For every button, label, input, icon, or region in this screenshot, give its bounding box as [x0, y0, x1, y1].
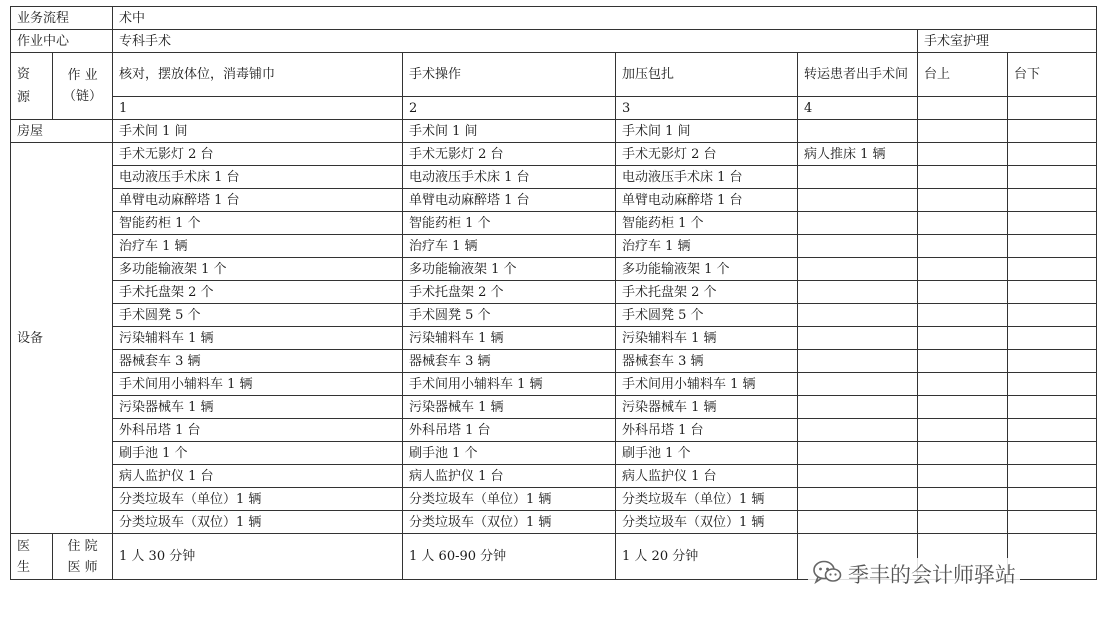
- equipment-step-2: 智能药柜 1 个: [403, 212, 616, 235]
- equipment-section: [11, 143, 1097, 534]
- empty-cell: [918, 258, 1008, 281]
- equipment-step-3: 刷手池 1 个: [616, 442, 798, 465]
- empty-cell: [1008, 304, 1097, 327]
- equipment-step-4: [798, 511, 918, 534]
- work-chain-bottom: （链）: [63, 89, 103, 104]
- equipment-step-3: 智能药柜 1 个: [616, 212, 798, 235]
- equipment-step-4: [798, 488, 918, 511]
- equipment-step-2: 分类垃圾车（单位）1 辆: [403, 488, 616, 511]
- table-on-header: 台上: [918, 53, 1008, 97]
- resource-char-1: 资: [17, 67, 31, 82]
- equipment-step-3: 手术无影灯 2 台: [616, 143, 798, 166]
- equipment-step-4: [798, 235, 918, 258]
- empty-cell: [1008, 281, 1097, 304]
- empty-cell: [918, 304, 1008, 327]
- equipment-step-2: 分类垃圾车（双位）1 辆: [403, 511, 616, 534]
- equipment-step-4: [798, 212, 918, 235]
- equipment-step-4: 病人推床 1 辆: [798, 143, 918, 166]
- equipment-row: [11, 465, 1097, 488]
- step-4-num: 4: [798, 97, 918, 120]
- empty-cell: [918, 97, 1008, 120]
- empty-cell: [918, 442, 1008, 465]
- step-3-label: 加压包扎: [616, 53, 798, 97]
- empty-cell: [1008, 166, 1097, 189]
- equipment-step-2: 外科吊塔 1 台: [403, 419, 616, 442]
- equipment-row: [11, 235, 1097, 258]
- equipment-step-4: [798, 442, 918, 465]
- equipment-step-4: [798, 327, 918, 350]
- equipment-row: [11, 143, 1097, 166]
- step-1-num: 1: [113, 97, 403, 120]
- center-row: [11, 30, 1097, 53]
- equipment-step-4: [798, 419, 918, 442]
- equipment-step-3: 治疗车 1 辆: [616, 235, 798, 258]
- equipment-step-3: 电动液压手术床 1 台: [616, 166, 798, 189]
- step-1-label: 核对，摆放体位，消毒铺巾: [113, 53, 403, 97]
- equipment-step-4: [798, 258, 918, 281]
- empty-cell: [1008, 511, 1097, 534]
- equipment-step-3: 手术托盘架 2 个: [616, 281, 798, 304]
- equipment-step-1: 分类垃圾车（单位）1 辆: [113, 488, 403, 511]
- equipment-step-4: [798, 396, 918, 419]
- empty-cell: [1008, 465, 1097, 488]
- nursing-value: 手术室护理: [918, 30, 1097, 53]
- equipment-step-3: 外科吊塔 1 台: [616, 419, 798, 442]
- equipment-step-2: 污染辅料车 1 辆: [403, 327, 616, 350]
- equipment-step-2: 电动液压手术床 1 台: [403, 166, 616, 189]
- empty-cell: [918, 281, 1008, 304]
- equipment-step-1: 手术圆凳 5 个: [113, 304, 403, 327]
- doctor-step-2: 1 人 60-90 分钟: [403, 534, 616, 580]
- equipment-step-2: 单臂电动麻醉塔 1 台: [403, 189, 616, 212]
- empty-cell: [918, 189, 1008, 212]
- empty-cell: [1008, 350, 1097, 373]
- equipment-row: [11, 281, 1097, 304]
- step-number-row: [11, 97, 1097, 120]
- empty-cell: [798, 120, 918, 143]
- empty-cell: [918, 488, 1008, 511]
- empty-cell: [918, 419, 1008, 442]
- empty-cell: [918, 212, 1008, 235]
- equipment-step-1: 分类垃圾车（双位）1 辆: [113, 511, 403, 534]
- equipment-step-4: [798, 189, 918, 212]
- housing-step-3: 手术间 1 间: [616, 120, 798, 143]
- equipment-row: [11, 166, 1097, 189]
- equipment-step-3: 多功能输液架 1 个: [616, 258, 798, 281]
- watermark: [808, 558, 1020, 590]
- doctor-char-1: 医: [17, 538, 31, 554]
- resident-top: 住 院: [67, 538, 98, 554]
- doctor-label: [11, 534, 53, 580]
- equipment-row: [11, 511, 1097, 534]
- empty-cell: [1008, 258, 1097, 281]
- equipment-step-3: 病人监护仪 1 台: [616, 465, 798, 488]
- empty-cell: [918, 511, 1008, 534]
- empty-cell: [918, 327, 1008, 350]
- equipment-step-2: 病人监护仪 1 台: [403, 465, 616, 488]
- equipment-step-1: 刷手池 1 个: [113, 442, 403, 465]
- resource-header: [11, 53, 53, 120]
- equipment-row: [11, 304, 1097, 327]
- step-4-label: 转运患者出手术间: [798, 53, 918, 97]
- equipment-step-2: 治疗车 1 辆: [403, 235, 616, 258]
- work-chain-header: [53, 53, 113, 120]
- equipment-step-4: [798, 465, 918, 488]
- equipment-step-1: 器械套车 3 辆: [113, 350, 403, 373]
- equipment-step-1: 智能药柜 1 个: [113, 212, 403, 235]
- equipment-step-4: [798, 166, 918, 189]
- wechat-icon: [812, 559, 842, 589]
- empty-cell: [1008, 235, 1097, 258]
- equipment-step-3: 污染辅料车 1 辆: [616, 327, 798, 350]
- empty-cell: [1008, 373, 1097, 396]
- process-value: 术中: [113, 7, 1097, 30]
- equipment-row: [11, 327, 1097, 350]
- empty-cell: [1008, 488, 1097, 511]
- equipment-step-1: 外科吊塔 1 台: [113, 419, 403, 442]
- resident-label: [53, 534, 113, 580]
- equipment-row: [11, 396, 1097, 419]
- equipment-step-4: [798, 350, 918, 373]
- empty-cell: [918, 350, 1008, 373]
- empty-cell: [918, 396, 1008, 419]
- equipment-step-3: 单臂电动麻醉塔 1 台: [616, 189, 798, 212]
- equipment-label: 设备: [11, 143, 113, 534]
- watermark-text: 季丰的会计师驿站: [848, 563, 1016, 587]
- equipment-row: [11, 419, 1097, 442]
- equipment-row: [11, 212, 1097, 235]
- equipment-step-3: 手术间用小辅料车 1 辆: [616, 373, 798, 396]
- equipment-step-2: 手术间用小辅料车 1 辆: [403, 373, 616, 396]
- empty-cell: [918, 143, 1008, 166]
- process-resource-table: [10, 6, 1097, 580]
- housing-step-2: 手术间 1 间: [403, 120, 616, 143]
- equipment-step-1: 单臂电动麻醉塔 1 台: [113, 189, 403, 212]
- housing-label: 房屋: [11, 120, 113, 143]
- equipment-step-2: 手术托盘架 2 个: [403, 281, 616, 304]
- empty-cell: [1008, 97, 1097, 120]
- empty-cell: [1008, 327, 1097, 350]
- equipment-step-1: 手术托盘架 2 个: [113, 281, 403, 304]
- housing-step-1: 手术间 1 间: [113, 120, 403, 143]
- empty-cell: [1008, 212, 1097, 235]
- equipment-step-1: 污染器械车 1 辆: [113, 396, 403, 419]
- empty-cell: [1008, 534, 1097, 580]
- equipment-step-1: 电动液压手术床 1 台: [113, 166, 403, 189]
- work-chain-top: 作 业: [67, 68, 98, 83]
- empty-cell: [918, 235, 1008, 258]
- equipment-step-2: 污染器械车 1 辆: [403, 396, 616, 419]
- equipment-step-1: 手术无影灯 2 台: [113, 143, 403, 166]
- equipment-step-3: 污染器械车 1 辆: [616, 396, 798, 419]
- equipment-row: [11, 442, 1097, 465]
- equipment-row: [11, 258, 1097, 281]
- doctor-step-3: 1 人 20 分钟: [616, 534, 798, 580]
- doctor-step-1: 1 人 30 分钟: [113, 534, 403, 580]
- equipment-step-3: 手术圆凳 5 个: [616, 304, 798, 327]
- resource-char-2: 源: [17, 90, 31, 105]
- empty-cell: [918, 166, 1008, 189]
- equipment-step-1: 病人监护仪 1 台: [113, 465, 403, 488]
- equipment-step-1: 治疗车 1 辆: [113, 235, 403, 258]
- empty-cell: [1008, 419, 1097, 442]
- empty-cell: [1008, 396, 1097, 419]
- empty-cell: [1008, 143, 1097, 166]
- process-label: 业务流程: [11, 7, 113, 30]
- equipment-step-4: [798, 304, 918, 327]
- center-value: 专科手术: [113, 30, 918, 53]
- equipment-step-3: 分类垃圾车（双位）1 辆: [616, 511, 798, 534]
- equipment-row: [11, 189, 1097, 212]
- step-2-label: 手术操作: [403, 53, 616, 97]
- center-label: 作业中心: [11, 30, 113, 53]
- equipment-step-1: 手术间用小辅料车 1 辆: [113, 373, 403, 396]
- process-row: [11, 7, 1097, 30]
- step-3-num: 3: [616, 97, 798, 120]
- housing-row: [11, 120, 1097, 143]
- equipment-row: [11, 373, 1097, 396]
- equipment-step-3: 分类垃圾车（单位）1 辆: [616, 488, 798, 511]
- equipment-step-2: 手术无影灯 2 台: [403, 143, 616, 166]
- table-off-header: 台下: [1008, 53, 1097, 97]
- step-header-row: [11, 53, 1097, 97]
- empty-cell: [918, 465, 1008, 488]
- empty-cell: [1008, 189, 1097, 212]
- equipment-step-2: 多功能输液架 1 个: [403, 258, 616, 281]
- empty-cell: [918, 373, 1008, 396]
- doctor-char-2: 生: [17, 559, 31, 575]
- equipment-step-4: [798, 281, 918, 304]
- equipment-step-1: 多功能输液架 1 个: [113, 258, 403, 281]
- equipment-step-1: 污染辅料车 1 辆: [113, 327, 403, 350]
- equipment-step-2: 刷手池 1 个: [403, 442, 616, 465]
- empty-cell: [918, 120, 1008, 143]
- equipment-step-2: 器械套车 3 辆: [403, 350, 616, 373]
- equipment-step-2: 手术圆凳 5 个: [403, 304, 616, 327]
- equipment-row: [11, 488, 1097, 511]
- equipment-row: [11, 350, 1097, 373]
- step-2-num: 2: [403, 97, 616, 120]
- empty-cell: [1008, 442, 1097, 465]
- resident-bottom: 医 师: [67, 559, 98, 575]
- equipment-step-4: [798, 373, 918, 396]
- empty-cell: [1008, 120, 1097, 143]
- equipment-step-3: 器械套车 3 辆: [616, 350, 798, 373]
